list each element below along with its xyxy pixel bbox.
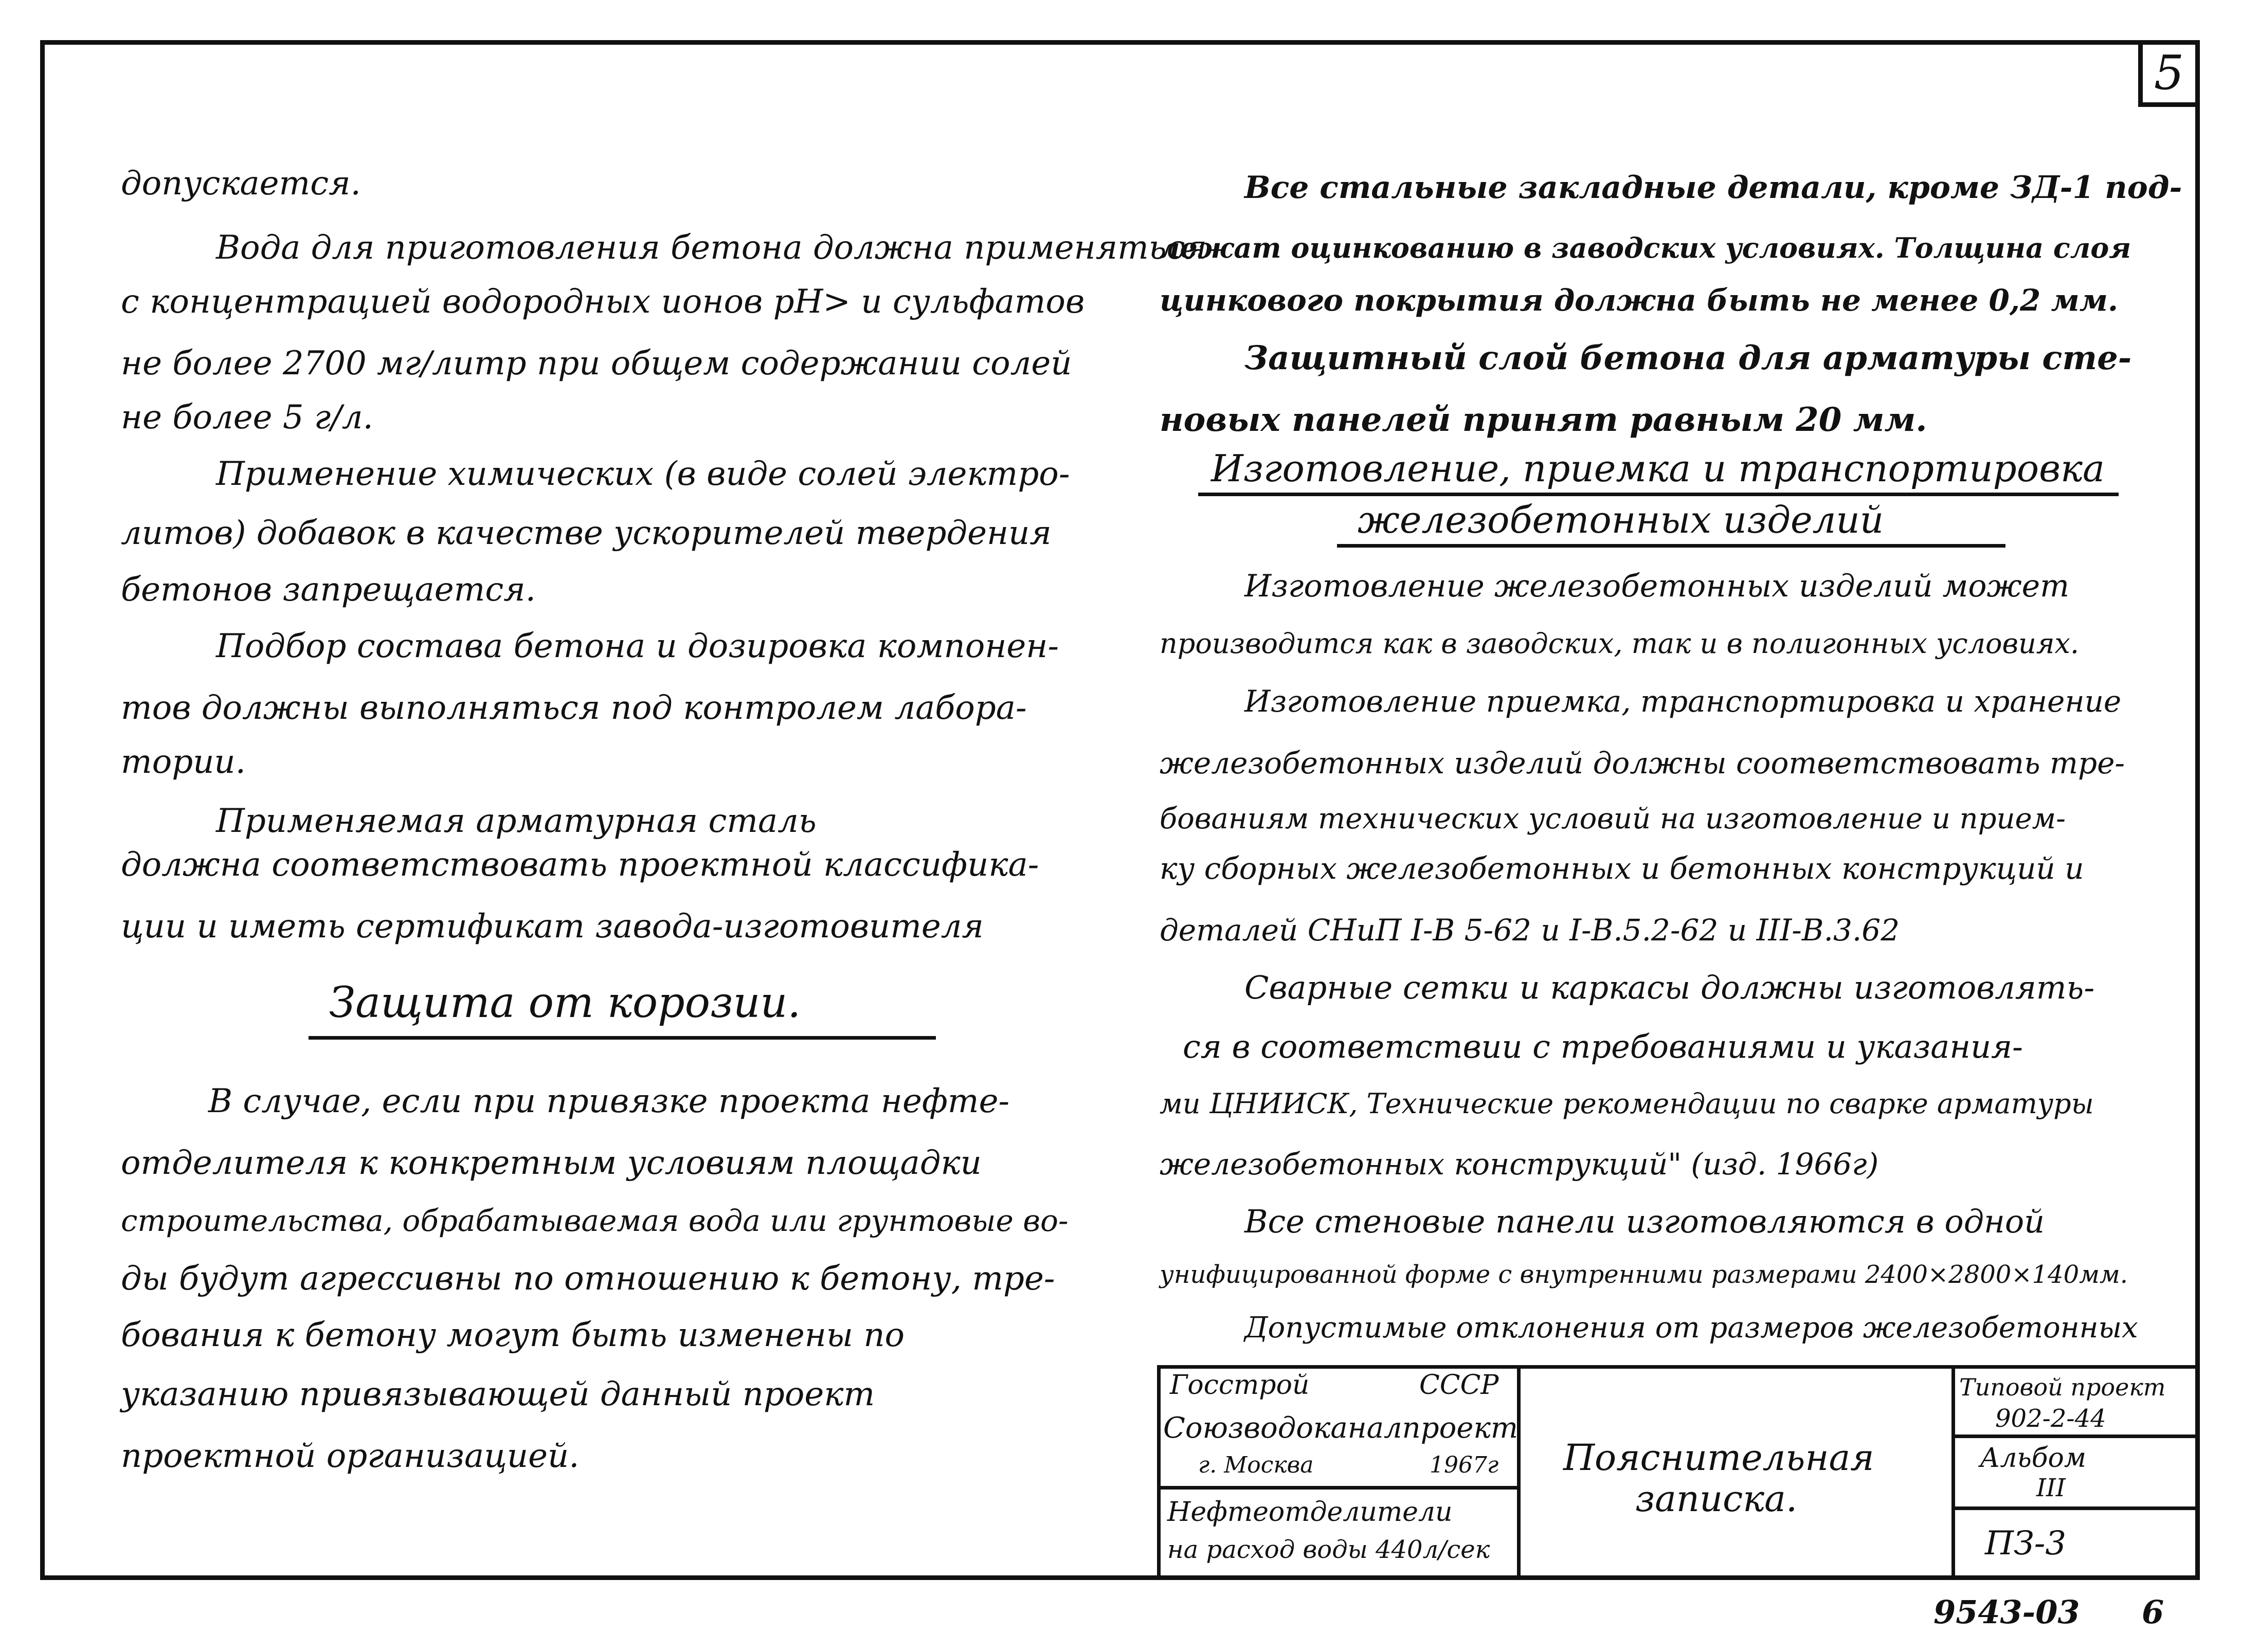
left-text-line: допускается. [121, 165, 361, 203]
left-text-line: должна соответствовать проектной классифика- [121, 846, 1039, 884]
left-text-line: литов) добавок в качестве ускорителей твердения [121, 514, 1052, 552]
sheet-number: 5 [2138, 40, 2200, 107]
heading-underline [309, 1036, 936, 1040]
right-text-line: производится как в заводских, так и в полигонных условиях. [1160, 627, 2080, 660]
title-block-divider [1157, 1486, 1517, 1490]
right-text-line: Изготовление железобетонных изделий может [1244, 568, 2070, 604]
left-text-line: отделителя к конкретным условиям площадки [121, 1144, 982, 1182]
right-text-line: бованиям технических условий на изготовление и прием- [1160, 802, 2066, 836]
right-text-line: унифицированной форме с внутренними размерами 2400×2800×140мм. [1160, 1260, 2128, 1289]
right-text-line: Все стеновые панели изготовляются в одной [1244, 1203, 2045, 1240]
right-text-line: Защитный слой бетона для арматуры сте- [1244, 339, 2132, 377]
org-name: Союзводоканалпроект [1163, 1411, 1518, 1445]
right-text-line: железобетонных конструкций" (изд. 1966г) [1160, 1147, 1879, 1182]
left-text-line: с концентрацией водородных ионов pH> и сульфатов [121, 283, 1085, 321]
section-heading-manufacture: Изготовление, приемка и транспортировка [1211, 447, 2105, 490]
left-text-line: указанию привязывающей данный проект [121, 1375, 875, 1413]
album-label: Альбом [1980, 1443, 2086, 1474]
left-text-line: не более 2700 мг/литр при общем содержании солей [121, 344, 1072, 383]
section-heading-corrosion: Защита от корозии. [329, 978, 801, 1027]
left-text-line: Применяемая арматурная сталь [216, 802, 817, 840]
left-text-line: Подбор состава бетона и дозировка компонен- [216, 627, 1059, 665]
object-name: Нефтеотделители [1167, 1497, 1453, 1528]
org-ussr: СССР [1419, 1370, 1499, 1401]
title-block-divider [1951, 1506, 2200, 1510]
right-text-line: лежат оцинкованию в заводских условиях. Толщина слоя [1160, 231, 2131, 264]
section-heading-manufacture-2: железобетонных изделий [1358, 498, 1884, 541]
document-title-2: записка. [1635, 1478, 1798, 1520]
left-text-line: тории. [121, 743, 246, 781]
right-text-line: Все стальные закладные детали, кроме ЗД-1 под- [1244, 170, 2182, 206]
right-text-line: ся в соответствии с требованиями и указания- [1183, 1028, 2023, 1065]
project-number: 902-2-44 [1995, 1404, 2106, 1433]
sheet-code: ПЗ-3 [1985, 1524, 2067, 1563]
title-block-divider [1951, 1365, 1955, 1580]
right-text-line: Сварные сетки и каркасы должны изготовлять- [1244, 969, 2095, 1006]
album-number: III [2036, 1474, 2066, 1502]
left-text-line: бетонов запрещается. [121, 571, 536, 609]
title-block-divider [1517, 1365, 1521, 1580]
left-text-line: ции и иметь сертификат завода-изготовителя [121, 907, 984, 946]
footer-code: 9543-03 [1933, 1593, 2080, 1631]
left-text-line: ды будут агрессивны по отношению к бетону, тре- [121, 1260, 1055, 1298]
left-text-line: проектной организацией. [121, 1437, 580, 1475]
right-text-line: железобетонных изделий должны соответствовать тре- [1160, 746, 2125, 780]
org-gosstroy: Госстрой [1170, 1370, 1310, 1401]
right-text-line: деталей СНиП I-В 5-62 и I-В.5.2-62 и III-В.3.62 [1160, 913, 1900, 948]
project-label: Типовой проект [1959, 1373, 2166, 1401]
right-text-line: цинкового покрытия должна быть не менее 0,2 мм. [1160, 283, 2119, 318]
right-text-line: ку сборных железобетонных и бетонных конструкций и [1160, 851, 2084, 886]
heading-underline [1337, 544, 2005, 548]
right-text-line: Изготовление приемка, транспортировка и хранение [1244, 684, 2122, 719]
footer-page: 6 [2142, 1593, 2164, 1631]
left-text-line: Вода для приготовления бетона должна применяться [216, 229, 1207, 267]
left-text-line: не более 5 г/л. [121, 398, 373, 437]
title-block-divider [1951, 1435, 2200, 1438]
heading-underline [1198, 493, 2119, 496]
left-text-line: Применение химических (в виде солей электро- [216, 455, 1070, 493]
org-city: г. Москва [1198, 1452, 1314, 1478]
right-text-line: Допустимые отклонения от размеров железобетонных [1244, 1311, 2138, 1345]
org-year: 1967г [1430, 1452, 1499, 1478]
left-text-line: тов должны выполняться под контролем лабора- [121, 689, 1027, 727]
left-text-line: строительства, обрабатываемая вода или грунтовые во- [121, 1203, 1069, 1238]
document-title: Пояснительная [1563, 1437, 1874, 1479]
left-text-line: В случае, если при привязке проекта нефте- [208, 1082, 1010, 1120]
right-text-line: ми ЦНИИСК, Технические рекомендации по сварке арматуры [1160, 1087, 2094, 1120]
left-text-line: бования к бетону могут быть изменены по [121, 1316, 905, 1354]
right-text-line: новых панелей принят равным 20 мм. [1160, 401, 1927, 439]
object-capacity: на расход воды 440л/сек [1167, 1535, 1490, 1564]
